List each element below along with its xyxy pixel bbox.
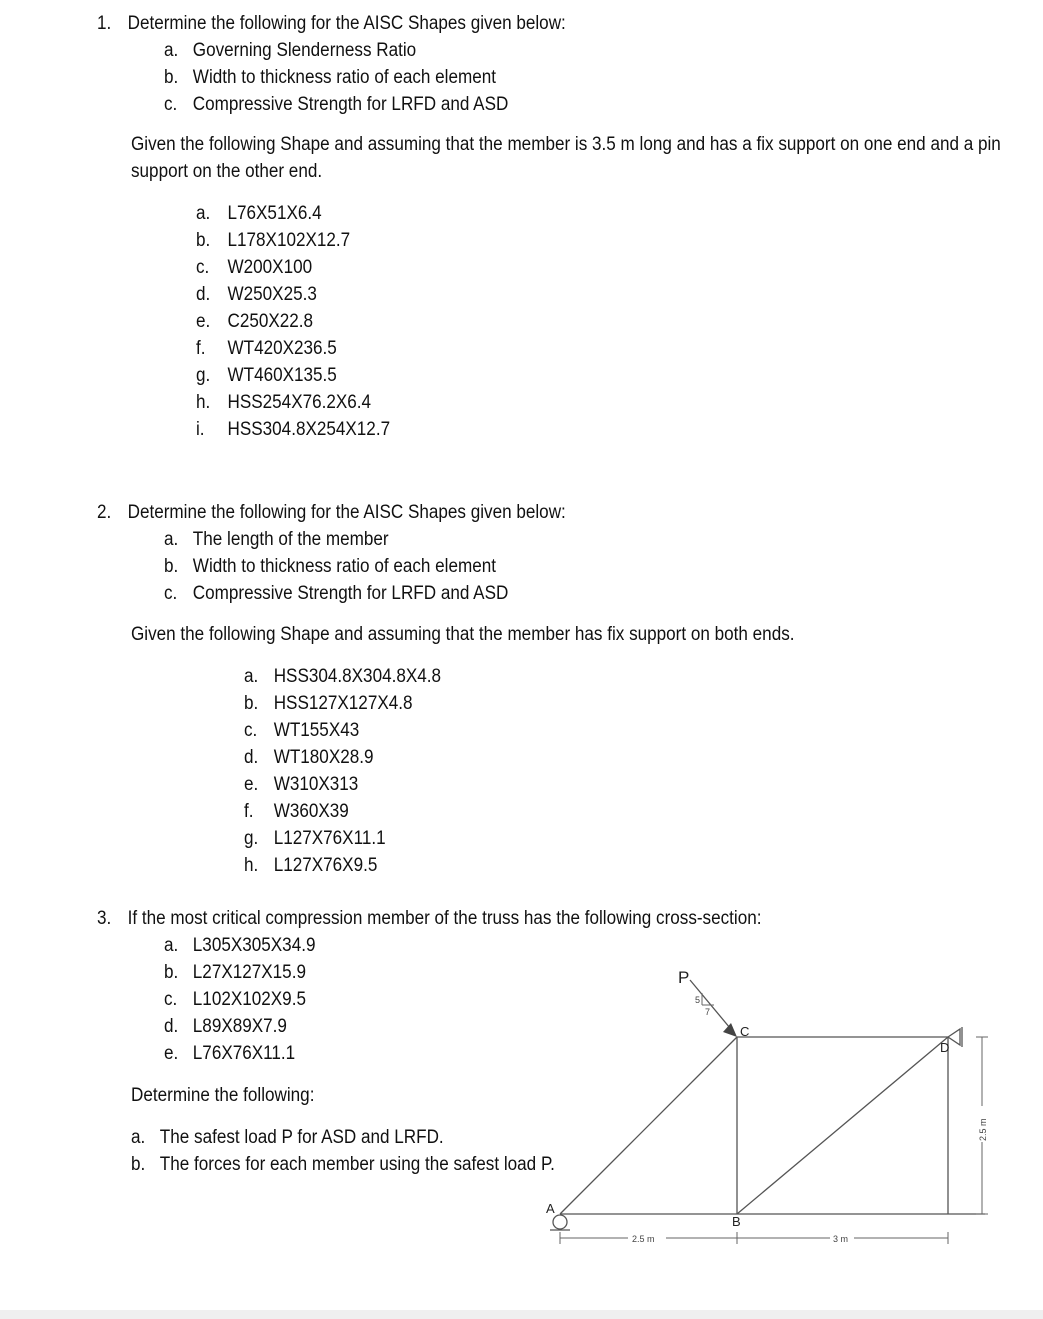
- q1-shape-e: e. C250X22.8: [196, 311, 314, 332]
- q2-shape-a: a. HSS304.8X304.8X4.8: [244, 666, 442, 687]
- node-label-a: A: [546, 1201, 555, 1216]
- member-ac: [560, 1037, 737, 1214]
- q2-shape-f: f. W360X39: [244, 801, 349, 822]
- pin-support-d: [948, 1027, 962, 1047]
- q2-sub-c: c. Compressive Strength for LRFD and ASD: [164, 583, 509, 604]
- q2-sub-a: a. The length of the member: [164, 529, 389, 550]
- q2-shape-c: c. WT155X43: [244, 720, 360, 741]
- q1-sub-b: b. Width to thickness ratio of each element: [164, 67, 497, 88]
- node-label-d: D: [940, 1040, 950, 1055]
- q2-shape-h: h. L127X76X9.5: [244, 855, 378, 876]
- slope-triangle: [702, 993, 714, 1005]
- q3-number: 3.: [97, 908, 112, 929]
- q1-given: Given the following Shape and assuming that the member is 3.5 m long and has a fix support on one end and a pin support on the other end.: [131, 134, 1001, 182]
- q3-section-a: a. L305X305X34.9: [164, 935, 316, 956]
- q1-shape-a: a. L76X51X6.4: [196, 203, 322, 224]
- dimension-lines: [560, 1037, 988, 1244]
- footer-bar: [0, 1310, 1043, 1319]
- q2-given: Given the following Shape and assuming that the member has fix support on both ends.: [131, 624, 795, 645]
- q2-shape-g: g. L127X76X11.1: [244, 828, 386, 849]
- q2-heading: [97, 502, 566, 524]
- q1-shape-c: c. W200X100: [196, 257, 313, 278]
- q1-shape-i: i. HSS304.8X254X12.7: [196, 419, 391, 440]
- load-arrowhead: [723, 1023, 737, 1037]
- member-bd: [737, 1037, 948, 1214]
- q1-shape-h: h. HSS254X76.2X6.4: [196, 392, 372, 413]
- q3-task-a: a. The safest load P for ASD and LRFD.: [131, 1127, 444, 1148]
- q1-heading-text: Determine the following for the AISC Shapes given below:: [127, 13, 566, 34]
- q3-section-e: e. L76X76X11.1: [164, 1043, 296, 1064]
- q3-task-b: b. The forces for each member using the safest load P.: [131, 1154, 555, 1175]
- q2-heading-text: Determine the following for the AISC Shapes given below:: [127, 502, 566, 523]
- q1-heading: [97, 13, 566, 35]
- dimension-ab: 2.5 m: [632, 1234, 655, 1244]
- truss-diagram: [530, 960, 1000, 1260]
- node-label-b: B: [732, 1214, 741, 1229]
- pin-support-a: [550, 1215, 570, 1230]
- q1-shape-b: b. L178X102X12.7: [196, 230, 351, 251]
- q3-section-d: d. L89X89X7.9: [164, 1016, 287, 1037]
- q2-number: 2.: [97, 502, 112, 523]
- q2-shape-d: d. WT180X28.9: [244, 747, 374, 768]
- q1-shape-d: d. W250X25.3: [196, 284, 317, 305]
- dimension-height: 2.5 m: [978, 1118, 988, 1141]
- q1-shape-g: g. WT460X135.5: [196, 365, 337, 386]
- q3-section-b: b. L27X127X15.9: [164, 962, 306, 983]
- q3-section-c: c. L102X102X9.5: [164, 989, 306, 1010]
- q2-shape-b: b. HSS127X127X4.8: [244, 693, 413, 714]
- dimension-bd: 3 m: [833, 1234, 849, 1244]
- q3-heading: [97, 908, 761, 930]
- slope-run: 7: [705, 1007, 711, 1017]
- node-label-c: C: [740, 1024, 750, 1039]
- slope-rise: 5: [695, 995, 701, 1005]
- load-label: P: [678, 968, 690, 987]
- q3-heading-text: If the most critical compression member of the truss has the following cross-section:: [127, 908, 762, 929]
- q3-determine: Determine the following:: [131, 1085, 315, 1106]
- q1-sub-a: a. Governing Slenderness Ratio: [164, 40, 417, 61]
- q2-sub-b: b. Width to thickness ratio of each element: [164, 556, 497, 577]
- q1-shape-f: f. WT420X236.5: [196, 338, 337, 359]
- q1-number: 1.: [97, 13, 112, 34]
- q2-shape-e: e. W310X313: [244, 774, 359, 795]
- q1-sub-c: c. Compressive Strength for LRFD and ASD: [164, 94, 509, 115]
